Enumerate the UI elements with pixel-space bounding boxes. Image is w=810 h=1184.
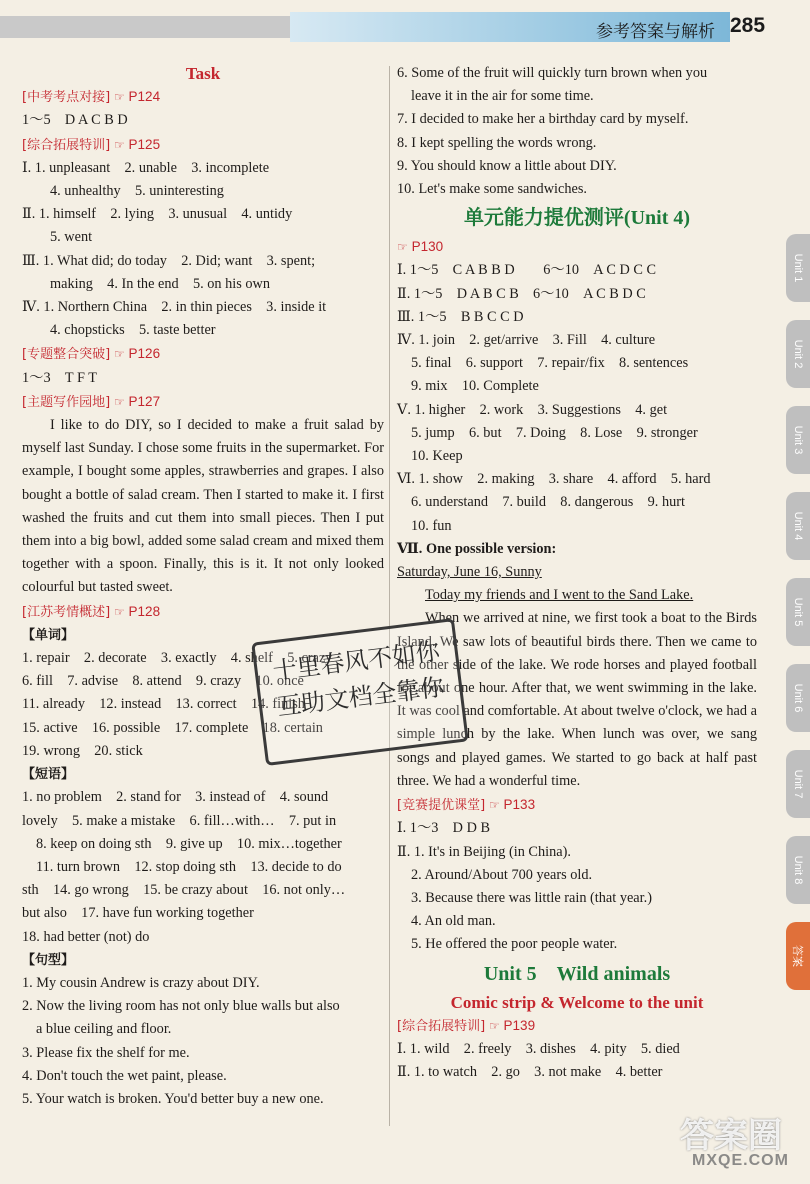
answer-line: 1. no problem 2. stand for 3. instead of 4. sound [22, 789, 329, 806]
answer-line: 6. understand 7. build 8. dangerous 9. hurt [411, 494, 685, 511]
answer-paragraph: I like to do DIY, so I decided to make a fruit salad by myself last Sunday. I chose some fruits in the supermarket. For example, I bought some apples, strawberries and grapes. I also bought a bottle of salad cream. Then I started to make it. I first washed the fruits and cut them into small pieces. Then I put them into a big bowl, added some salad cream and mixed them together with a spoon. Finally, this is it. It not only looked colourful but tasted sweet. [22, 417, 384, 596]
answer-line: 10. fun [411, 517, 452, 534]
section-tag [22, 390, 384, 414]
answer-line: 4. chopsticks 5. taste better [50, 322, 216, 339]
subsection-heading: 【短语】 [22, 767, 75, 783]
answer-line: 3. Please fix the shelf for me. [22, 1044, 190, 1061]
answer-line: 4. An old man. [411, 913, 496, 930]
stamp-line-1: 十里春风不如你 [271, 637, 442, 686]
answer-line: 2. Around/About 700 years old. [411, 866, 593, 883]
section-tag [22, 600, 384, 624]
right-column [397, 62, 757, 1084]
unit-tab-9 [786, 922, 810, 990]
answer-heading: Ⅶ. One possible version: [397, 540, 557, 557]
section-tag [397, 235, 757, 259]
section-tag [397, 1014, 757, 1038]
unit-tab-label: Unit 7 [792, 769, 804, 799]
tag-page-ref: P133 [503, 797, 536, 813]
answer-line: 11. already 12. instead 13. correct 14. finish [22, 696, 305, 713]
answer-line: 19. wrong 20. stick [22, 742, 143, 759]
answer-line: 8. I kept spelling the words wrong. [397, 134, 597, 151]
tag-page-ref: P128 [128, 603, 161, 619]
pointing-hand-icon: ☞ [110, 394, 129, 409]
pointing-hand-icon: ☞ [397, 240, 412, 255]
answer-line: Ⅰ. 1. wild 2. freely 3. dishes 4. pity 5. died [397, 1040, 680, 1057]
answer-line: a blue ceiling and floor. [36, 1021, 172, 1038]
column-divider [389, 66, 390, 1126]
answer-line: 2. Now the living room has not only blue walls but also [22, 998, 340, 1015]
answer-line: 6. Some of the fruit will quickly turn brown when you [397, 65, 708, 81]
answer-line: 3. Because there was little rain (that year.) [411, 889, 652, 906]
answer-line: leave it in the air for some time. [411, 88, 594, 105]
answer-line: Ⅱ. 1. to watch 2. go 3. not make 4. better [397, 1064, 663, 1081]
unit-tab-label: Unit 6 [792, 683, 804, 713]
tag-page-ref: P139 [503, 1017, 536, 1033]
unit-tab-7 [786, 750, 810, 818]
unit-tab-label: Unit 1 [792, 253, 804, 283]
answer-line: 1. repair 2. decorate 3. exactly 4. shelf 5. crazy [22, 650, 333, 667]
answer-line: Ⅱ. 1. himself 2. lying 3. unusual 4. untidy [22, 206, 293, 223]
answer-line: Ⅰ. 1. unpleasant 2. unable 3. incomplete [22, 159, 270, 176]
answer-line: 10. Keep [411, 448, 463, 465]
answer-line: Ⅲ. 1. What did; do today 2. Did; want 3. spent; [22, 252, 316, 269]
answer-line: 4. unhealthy 5. uninteresting [50, 183, 224, 200]
section-tag [22, 342, 384, 366]
answer-line: Ⅵ. 1. show 2. making 3. share 4. afford 5. hard [397, 471, 711, 488]
answer-paragraph: When we arrived at nine, we first took a boat to the Birds Island. We saw lots of beautiful birds there. Then we came to the other side of the lake. We rode horses and played football for about one hour. After that, we went swimming in the lake. It was cool and comfortable. At about twelve o'clock, we had a simple lunch by the lake. When lunch was over, we sang songs and played games. We started to go back at half past three. We had a wonderful time. [397, 610, 757, 789]
section-title: Comic strip & Welcome to the unit [450, 992, 704, 1012]
tag-label: [主题写作园地] [22, 394, 111, 410]
answer-line: Ⅳ. 1. join 2. get/arrive 3. Fill 4. culture [397, 332, 656, 349]
unit-tab-6 [786, 664, 810, 732]
unit-tab-8 [786, 836, 810, 904]
pointing-hand-icon: ☞ [110, 90, 129, 105]
answer-line: Ⅰ. 1～3 D D B [397, 820, 491, 837]
answer-line: 1～5 D A C B D [22, 112, 128, 129]
unit-title: Unit 5 Wild animals [483, 962, 671, 985]
answer-line: 7. I decided to make her a birthday card by myself. [397, 111, 689, 128]
tag-label: [综合拓展特训] [22, 137, 111, 153]
unit-tab-2 [786, 320, 810, 388]
unit-tab-label: 答案 [791, 945, 803, 967]
answer-line: 4. Don't touch the wet paint, please. [22, 1067, 227, 1084]
pointing-hand-icon: ☞ [110, 604, 129, 619]
pointing-hand-icon: ☞ [485, 1018, 504, 1033]
answer-line: Ⅲ. 1～5 B B C C D [397, 308, 524, 325]
answer-line: 15. active 16. possible 17. complete 18. certain [22, 719, 323, 736]
answer-line: Ⅱ. 1～5 D A B C B 6～10 A C B D C [397, 285, 646, 302]
unit-tab-label: Unit 8 [792, 855, 804, 885]
section-tag [22, 133, 384, 157]
watermark-logo: 答案圈 [680, 1116, 782, 1156]
section-title: Task [185, 64, 221, 83]
answer-line: 5. jump 6. but 7. Doing 8. Lose 9. stronger [411, 424, 698, 441]
answer-line: 9. mix 10. Complete [411, 378, 539, 395]
section-tag [22, 85, 384, 109]
answer-line: 1～3 T F T [22, 369, 97, 386]
pointing-hand-icon: ☞ [110, 347, 129, 362]
answer-line: Ⅴ. 1. higher 2. work 3. Suggestions 4. get [397, 401, 668, 418]
page-number: 285 [730, 14, 766, 37]
answer-paragraph-underlined: Today my friends and I went to the Sand Lake. [425, 587, 694, 604]
tag-page-ref: P125 [128, 136, 161, 152]
unit-tab-label: Unit 3 [792, 425, 804, 455]
answer-line: 5. went [50, 229, 93, 246]
answer-line: sth 14. go wrong 15. be crazy about 16. not only… [22, 882, 346, 899]
tag-label: [中考考点对接] [22, 90, 111, 106]
answer-line: 5. Your watch is broken. You'd better buy a new one. [22, 1090, 324, 1107]
pointing-hand-icon: ☞ [110, 137, 129, 152]
tag-page-ref: P127 [128, 393, 161, 409]
answer-line: making 4. In the end 5. on his own [50, 275, 270, 292]
subsection-heading: 【单词】 [22, 627, 75, 643]
stamp-line-2: 互助文档全靠你 [275, 672, 446, 722]
answer-line: lovely 5. make a mistake 6. fill…with… 7. put in [22, 812, 337, 829]
section-tag [397, 793, 757, 817]
unit-tab-label: Unit 2 [792, 339, 804, 369]
unit-tab-3 [786, 406, 810, 474]
answer-line: 5. final 6. support 7. repair/fix 8. sentences [411, 355, 689, 372]
answer-line: but also 17. have fun working together [22, 905, 254, 922]
answer-line: Ⅱ. 1. It's in Beijing (in China). [397, 843, 571, 860]
unit-tab-1 [786, 234, 810, 302]
left-column [22, 62, 384, 1111]
tag-label: [专题整合突破] [22, 347, 111, 363]
unit-title: 单元能力提优测评(Unit 4) [463, 207, 691, 230]
answer-line: 11. turn brown 12. stop doing sth 13. decide to do [36, 858, 342, 875]
unit-tab-5 [786, 578, 810, 646]
tag-label: [竞赛提优课堂] [397, 798, 486, 814]
tag-page-ref: P130 [411, 239, 444, 255]
tag-page-ref: P124 [128, 89, 161, 105]
unit-tab-label: Unit 5 [792, 597, 804, 627]
tag-label: [综合拓展特训] [397, 1018, 486, 1034]
subsection-heading: 【句型】 [22, 952, 75, 968]
answer-line: Ⅰ. 1～5 C A B B D 6～10 A C D C C [397, 262, 657, 279]
answer-line: 1. My cousin Andrew is crazy about DIY. [22, 974, 260, 991]
answer-line: 5. He offered the poor people water. [411, 936, 618, 953]
answer-line: 8. keep on doing sth 9. give up 10. mix…together [36, 835, 342, 852]
answer-line: 6. fill 7. advise 8. attend 9. crazy 10. once [22, 673, 304, 690]
tag-label: [江苏考情概述] [22, 604, 111, 620]
unit-tab-4 [786, 492, 810, 560]
answer-line: Ⅳ. 1. Northern China 2. in thin pieces 3. inside it [22, 299, 327, 316]
watermark-stamp [251, 618, 469, 766]
answer-line: 10. Let's make some sandwiches. [397, 181, 587, 198]
tag-page-ref: P126 [128, 346, 161, 362]
answer-line: 18. had better (not) do [22, 928, 150, 945]
pointing-hand-icon: ☞ [485, 798, 504, 813]
unit-tab-label: Unit 4 [792, 511, 804, 541]
answer-line: 9. You should know a little about DIY. [397, 157, 617, 174]
watermark-url: MXQE.COM [692, 1152, 789, 1169]
diary-date-line: Saturday, June 16, Sunny [397, 564, 542, 581]
page-header [0, 0, 810, 46]
header-title: 参考答案与解析 [596, 22, 715, 42]
